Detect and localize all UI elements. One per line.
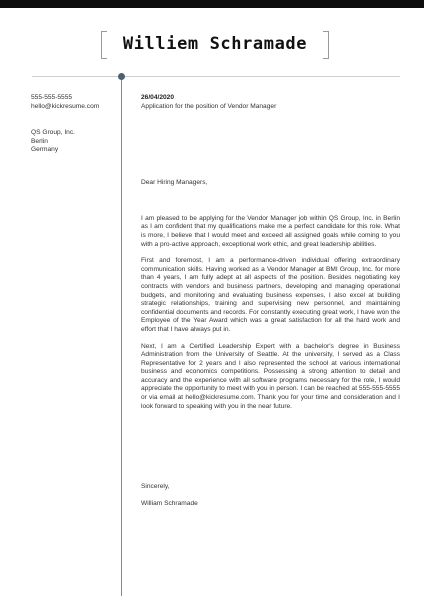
email-address: hello@kickresume.com — [31, 102, 100, 110]
letter-body — [141, 94, 400, 508]
phone-number: 555-555-5555 — [31, 94, 73, 101]
paragraph: First and foremost, I am a performance-driven individual offering extraordinary communication skills. Having worked as a Vendor Manager at BMI Group, Inc. for more than 4 years, I am fully adept at all aspects of the position. Besides negotiating key contracts with vendors and business partners, developing and managing operational budgets, and monitoring and evaluating business expenses, I also excel at building strategic relationships, training and supervising new personnel, and maintaining confidential documents and records. For constantly executing great work, I have won the Employee of the Year Award which was a great satisfaction for all the hard work and effort that I have always put in. — [141, 257, 400, 333]
divider-dot — [118, 73, 125, 80]
paragraph: I am pleased to be applying for the Vendor Manager job within QS Group, Inc. in Berlin as I am confident that my qualifications make me a perfect candidate for this role. What is more, I believe that I would meet and exceed all assigned goals while coming to you with a pro-active approach, exceptional work ethic, and great leadership abilities. — [141, 214, 400, 248]
vertical-divider — [121, 76, 122, 596]
sidebar — [31, 94, 115, 155]
paragraph: Next, I am a Certified Leadership Expert with a bachelor's degree in Business Administration from the University of Seattle. At the university, I served as a Class Representative for 2 years and I also represented the school at various international business and economics competitions. Possessing a strong attention to detail and accuracy and the experience with all software programs necessary for the role, I would appreciate the opportunity to meet with you in person. I can be reached at 555-555-5555 or via email at hello@kickresume.com. Thank you for your time and consideration and I look forward to speaking with you in the near future. — [141, 342, 400, 410]
recipient-city: Berlin — [31, 137, 48, 145]
applicant-name: Williem Schramade — [122, 34, 308, 54]
right-bracket — [323, 31, 329, 59]
horizontal-divider — [32, 76, 400, 77]
recipient-country: Germany — [31, 146, 59, 154]
name-header — [101, 31, 329, 59]
greeting: Dear Hiring Managers, — [141, 179, 208, 187]
letter-subject: Application for the position of Vendor Manager — [141, 102, 277, 110]
closing: Sincerely, — [141, 483, 170, 491]
letter-date: 26/04/2020 — [141, 94, 175, 101]
recipient-company: QS Group, Inc. — [31, 129, 75, 137]
signature: William Schramade — [141, 499, 198, 507]
top-bar — [0, 0, 424, 8]
